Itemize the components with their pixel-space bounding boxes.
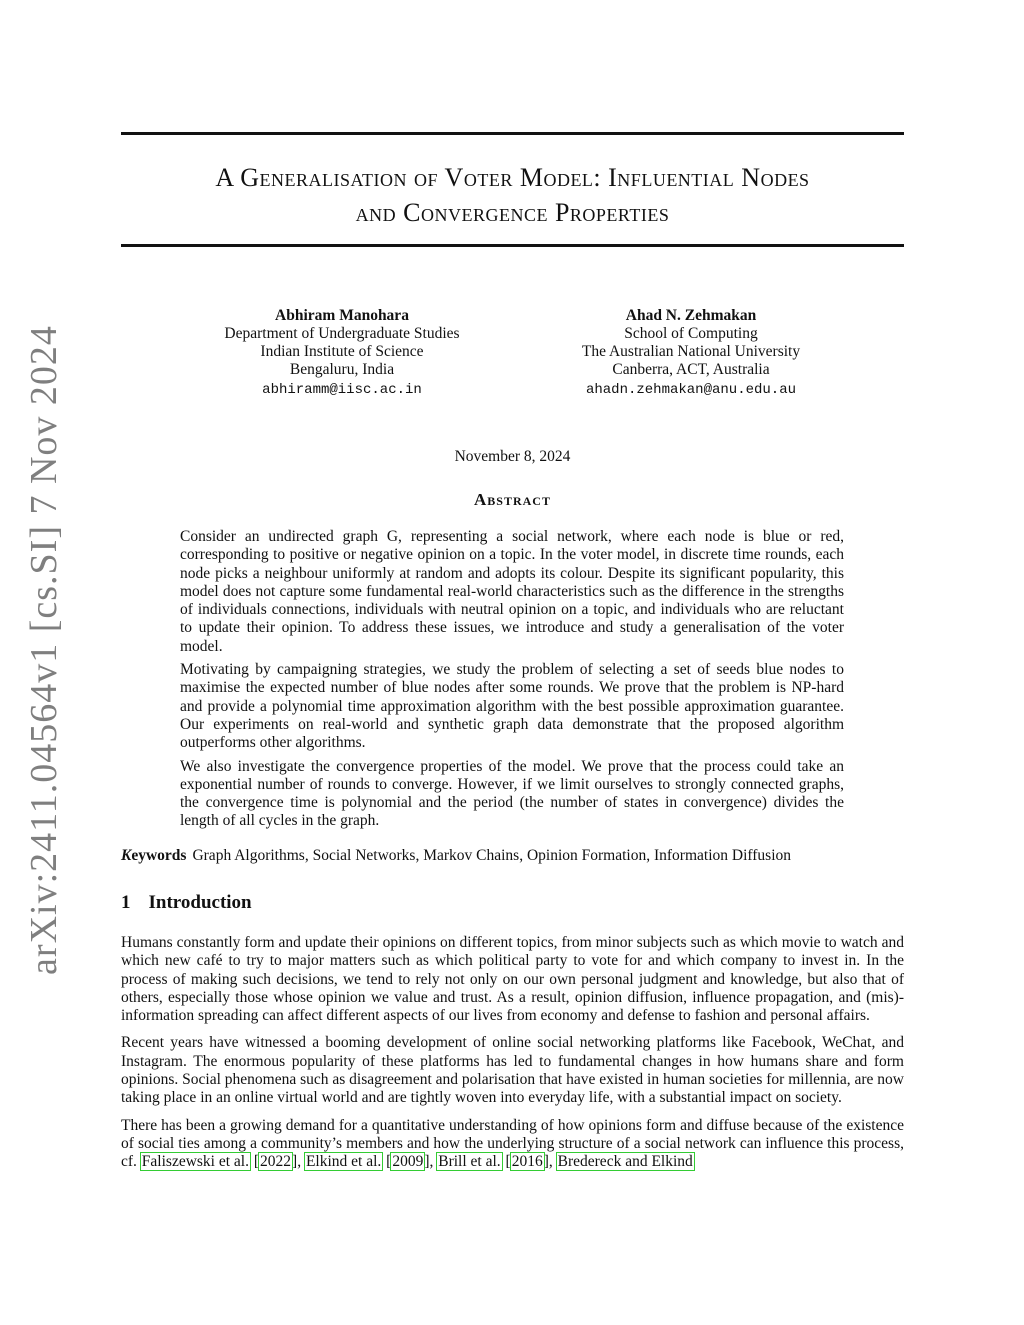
abstract-body	[180, 528, 844, 836]
author-block-1	[192, 307, 492, 399]
author-institution: Indian Institute of Science	[260, 343, 424, 360]
author-email[interactable]: abhiramm@iisc.ac.in	[262, 382, 422, 398]
author-location: Bengaluru, India	[289, 361, 395, 378]
abstract-paragraph: Consider an undirected graph G, representing a social network, where each node is blue or red, corresponding to positive or negative opinion on a topic. In the voter model, in discrete time rounds, each node picks a neighbour uniformly at random and adopts its colour. Despite its significant popularity, this model does not capture some fundamental real-world characteristics such as the difference in the strengths of individuals connections, individuals with neutral opinion on a topic, and individuals who are reluctant to update their opinion. To address these issues, we introduce and study a generalisation of the voter model.	[180, 528, 844, 655]
citation-year-faliszewski[interactable]: 2022	[260, 1153, 292, 1171]
keywords-text: Graph Algorithms, Social Networks, Markov Chains, Opinion Formation, Information Diffusion	[192, 847, 792, 864]
publication-date: November 8, 2024	[454, 448, 571, 465]
section-heading-introduction	[121, 892, 252, 914]
introduction-body	[121, 934, 904, 1181]
section-number: 1	[121, 892, 131, 913]
body-paragraph-with-citations: There has been a growing demand for a quantitative understanding of how opinions form and diffuse because of the existence of social ties among a community’s members and how the underlying structure of a social network can influence this process, cf. Faliszewski et al. [2022], Elkind et al. [2009], Brill et al. [2016], Bredereck and Elkind	[121, 1116, 904, 1171]
author-institution: The Australian National University	[581, 343, 801, 360]
body-paragraph: Recent years have witnessed a booming development of online social networking platforms like Facebook, WeChat, and Instagram. The enormous popularity of these platforms has led to fundamental changes in how humans share and form opinions. Social phenomena such as disagreement and polarisation that have existed in human societies for millennia, are now taking place in an online virtual world and are tightly woven into everyday life, with a substantial impact on society.	[121, 1034, 904, 1107]
author-name: Ahad N. Zehmakan	[625, 307, 757, 324]
abstract-paragraph: We also investigate the convergence properties of the model. We prove that the process could take an exponential number of rounds to converge. However, if we limit ourselves to strongly connected graphs, the convergence time is polynomial and the period (the number of states in convergence) divides the length of all cycles in the graph.	[180, 757, 844, 830]
body-paragraph: Humans constantly form and update their opinions on different topics, from minor subjects such as which movie to watch and which new café to try to major matters such as which political party to vote for and which company to invest in. In the process of making such decisions, we tend to rely not only on our own personal judgment and knowledge, but also that of others, especially those whose opinion we value and trust. As a result, opinion diffusion, influence propagation, and (mis)-information spreading can affect different aspects of our lives from economy and defense to fashion and personal affairs.	[121, 934, 904, 1025]
keywords-label-initial: K	[121, 847, 132, 864]
title-rule-bottom	[121, 244, 904, 247]
keywords-label	[121, 847, 186, 864]
body-paragraph-lead: There has been a growing demand for a quantitative understanding of how opinions form and diffuse because of the existence of social ties among a community’s members and how the underlying structure of a social network can influence this process, cf.	[121, 1116, 904, 1171]
citation-link-faliszewski[interactable]: Faliszewski et al.	[141, 1153, 249, 1171]
keywords-line	[121, 847, 904, 865]
author-affiliation: Department of Undergraduate Studies	[224, 325, 460, 342]
author-block-2	[541, 307, 841, 399]
title-rule-top	[121, 132, 904, 135]
abstract-paragraph: Motivating by campaigning strategies, we study the problem of selecting a set of seeds blue nodes to maximise the expected number of blue nodes after some rounds. We prove that the problem is NP-hard and provide a polynomial time approximation algorithm with the best possible approximation guarantee. Our experiments on real-world and synthetic graph data demonstrate that the proposed algorithm outperforms other algorithms.	[180, 661, 844, 752]
paper-title-line-1: A Generalisation of Voter Model: Influential Nodes	[215, 163, 810, 192]
citation-link-elkind[interactable]: Elkind et al.	[305, 1153, 382, 1171]
citation-link-brill[interactable]: Brill et al.	[438, 1153, 501, 1171]
citation-year-elkind[interactable]: 2009	[392, 1153, 424, 1171]
paper-title	[121, 160, 904, 230]
section-title: Introduction	[148, 892, 252, 913]
author-location: Canberra, ACT, Australia	[612, 361, 770, 378]
keywords-label-rest: eywords	[131, 847, 187, 864]
author-name: Abhiram Manohara	[275, 307, 409, 324]
author-affiliation: School of Computing	[624, 325, 758, 342]
arxiv-sidebar-stamp: arXiv:2411.04564v1 [cs.SI] 7 Nov 2024	[23, 325, 65, 975]
citation-year-brill[interactable]: 2016	[511, 1153, 543, 1171]
paper-title-line-2: and Convergence Properties	[355, 198, 670, 227]
author-email[interactable]: ahadn.zehmakan@anu.edu.au	[585, 382, 797, 398]
abstract-heading: Abstract	[474, 490, 551, 509]
citation-link-bredereck-elkind[interactable]: Bredereck and Elkind	[557, 1153, 693, 1171]
